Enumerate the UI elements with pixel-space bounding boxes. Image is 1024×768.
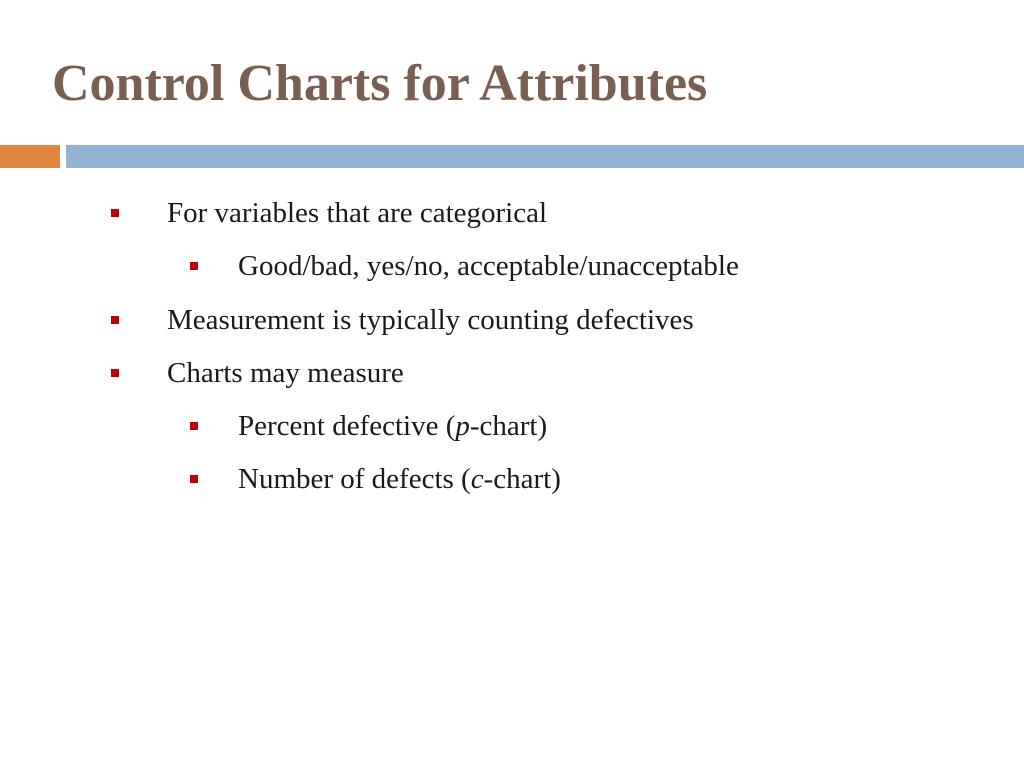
square-bullet-icon bbox=[111, 369, 119, 377]
accent-bar-blue bbox=[66, 145, 1024, 168]
square-bullet-icon bbox=[190, 475, 198, 483]
bullet-text: Charts may measure bbox=[167, 357, 404, 389]
italic-variable: c bbox=[470, 463, 484, 495]
slide-title: Control Charts for Attributes bbox=[52, 55, 708, 112]
square-bullet-icon bbox=[190, 262, 198, 270]
accent-bar-orange bbox=[0, 145, 60, 168]
text-segment: -chart) bbox=[469, 410, 548, 442]
text-segment: -chart) bbox=[483, 463, 561, 495]
bullet-text: For variables that are categorical bbox=[167, 197, 548, 229]
sub-bullet-text bbox=[238, 406, 547, 446]
square-bullet-icon bbox=[190, 422, 198, 430]
italic-variable: p bbox=[455, 410, 470, 442]
text-segment: Percent defective ( bbox=[238, 410, 456, 442]
bullet-text: Measurement is typically counting defectives bbox=[167, 304, 694, 336]
text-segment: Number of defects ( bbox=[238, 463, 471, 495]
square-bullet-icon bbox=[111, 209, 119, 217]
sub-bullet-text bbox=[238, 459, 561, 499]
sub-bullet-text: Good/bad, yes/no, acceptable/unacceptable bbox=[238, 250, 739, 282]
square-bullet-icon bbox=[111, 316, 119, 324]
